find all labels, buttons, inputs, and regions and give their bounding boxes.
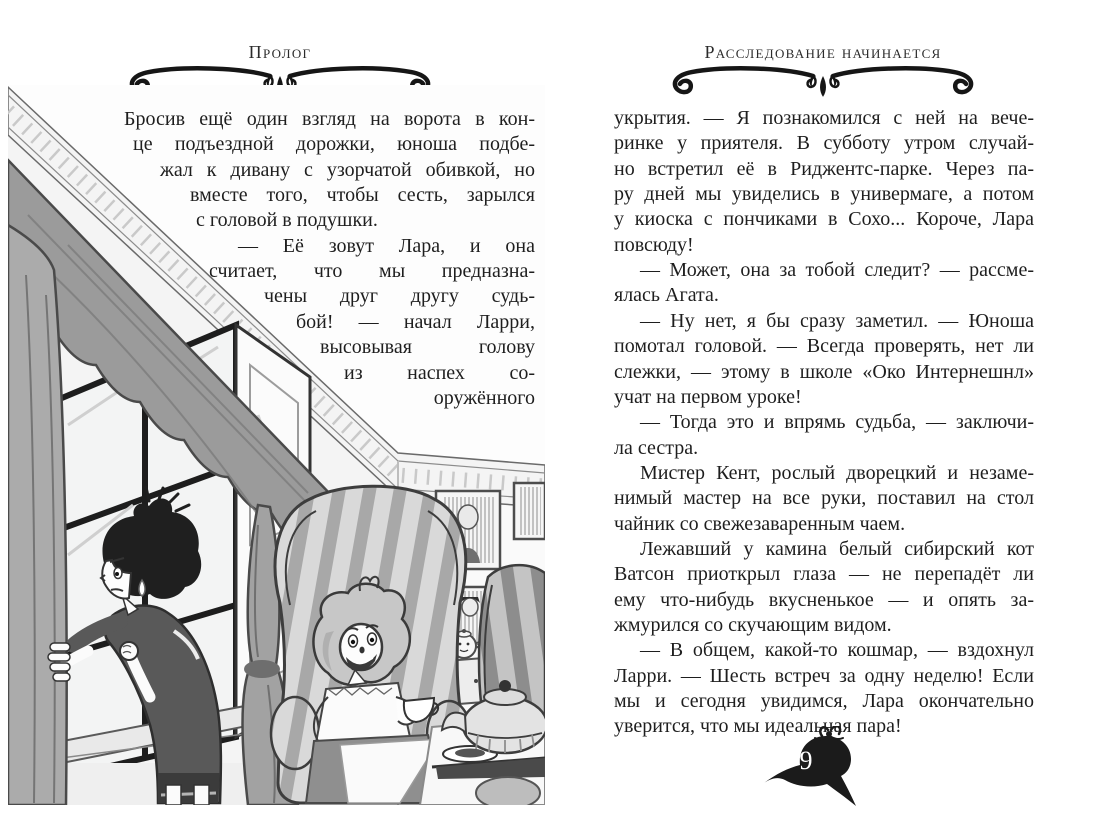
left-page-text-line: оружённого — [433, 386, 535, 409]
right-page-text-line: но встретил её в Риджентс-парке. Через па- — [614, 157, 1034, 180]
right-page-text-line: мы и сегодня увидимся, Лара окончательно — [614, 690, 1034, 713]
left-page-header: Пролог — [248, 42, 312, 62]
left-page-text-line: считает, что мы предназна- — [209, 260, 535, 283]
right-page-text-line: — Ну нет, я бы сразу заметил. — Юноша — [640, 309, 1034, 332]
flourish-ornament-icon — [664, 63, 982, 101]
right-page-text-line: помотал головой. — Всегда проверять, нет ли — [614, 335, 1034, 358]
left-page-text-line: це подъездной дорожки, юноша подбе- — [133, 133, 535, 156]
right-page-text-line: — Может, она за тобой следит? — рассме- — [640, 259, 1034, 282]
right-page-text-line: нимый мастер на все руки, поставил на стол — [614, 487, 1034, 510]
left-page-text-line: из наспех со- — [344, 361, 535, 384]
left-page-text-line: чены друг другу судь- — [264, 285, 535, 308]
left-page-text-line: — Её зовут Лара, и она — [238, 234, 535, 257]
right-page-text-line: повсюду! — [614, 233, 694, 256]
right-page-text-line: Мистер Кент, рослый дворецкий и незаме- — [640, 461, 1034, 484]
right-page-text-line: ялась Агата. — [614, 284, 719, 307]
right-page-header: Расследование начинается — [704, 42, 942, 62]
right-page-text-line: Лежавший у камина белый сибирский кот — [640, 537, 1034, 560]
right-page-text-line: у киоска с пончиками в Сохо... Короче, Лара — [614, 208, 1034, 231]
right-page-text-line: укрытия. — Я познакомился с ней на вече- — [614, 107, 1034, 129]
right-page-text-line: ру дней мы увиделись в универмаге, а потом — [614, 183, 1034, 206]
page-number: 9 — [799, 746, 813, 775]
left-page-text-line: высовывая голову — [320, 336, 535, 359]
right-page-text-line: — В общем, какой-то кошмар, — вздохнул — [640, 639, 1034, 662]
left-page-text-line: Бросив ещё один взгляд на ворота в кон- — [124, 108, 535, 130]
right-page-text-line: уверится, что мы идеальная пара! — [614, 715, 902, 738]
right-page-text-line: жмурился со скучающим видом. — [614, 614, 892, 636]
left-page-text-line: с головой в подушки. — [196, 209, 378, 232]
right-page-text-line: — Тогда это и впрямь судьба, — заключи- — [640, 411, 1034, 434]
right-page-text-line: учат на первом уроке! — [614, 385, 802, 408]
right-page-text-line: ему что-нибудь вкусненькое — и опять за- — [614, 588, 1034, 611]
left-page-text-line: жал к дивану с узорчатой обивкой, но — [160, 158, 535, 181]
right-page-text-line: ринке у приятеля. В субботу утром случай- — [614, 132, 1034, 155]
right-page-text-line: чайник со свежезаваренным чаем. — [614, 512, 906, 535]
left-page-text-line: бой! — начал Ларри, — [296, 310, 535, 333]
right-page-text-line: Ларри. — Шесть встреч за одну неделю! Если — [614, 664, 1034, 687]
right-page-text-line: Ватсон приоткрыл глаза — не перепадёт ли — [614, 563, 1034, 586]
right-page-text-line: ла сестра. — [614, 436, 699, 459]
left-page-text-line: вместе того, чтобы сесть, зарылся — [190, 184, 535, 207]
right-page-text-line: слежки, — этому в школе «Око Интернешнл» — [614, 360, 1034, 383]
